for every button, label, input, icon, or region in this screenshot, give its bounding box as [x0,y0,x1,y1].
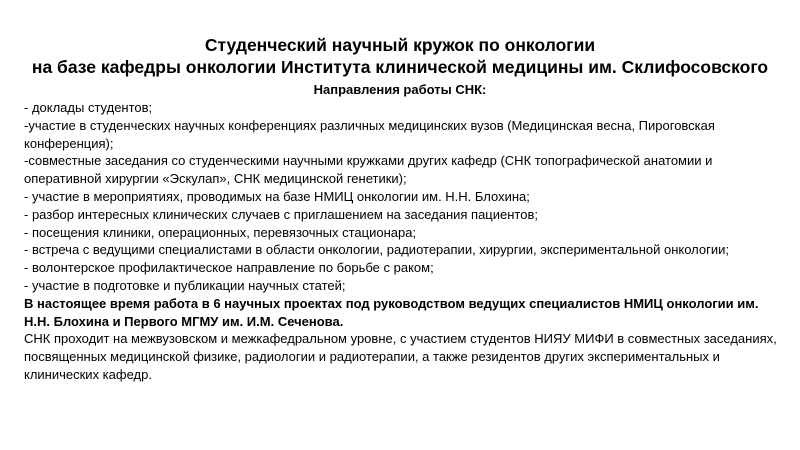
list-item: - участие в подготовке и публикации научных статей; [24,277,346,293]
closing-paragraph: СНК проходит на межвузовском и межкафедральном уровне, с участием студентов НИЯУ МИФИ в совместных заседаниях, посвященных медицинской физике, радиологии и радиотерапии, а также резидентов других экспериментальных и клинических кафедр. [24,331,777,382]
body-text [24,99,780,384]
list-item: - волонтерское профилактическое направление по борьбе с раком; [24,260,434,276]
section-heading: Направления работы СНК: [313,82,487,97]
list-item: -участие в студенческих научных конференциях различных медицинских вузов (Медицинская весна, Пироговская конференция); [24,117,715,151]
list-item: - посещения клиники, операционных, перевязочных стационара; [24,224,417,240]
list-item: - разбор интересных клинических случаев с приглашением на заседания пациентов; [24,206,538,222]
list-item: -совместные заседания со студенческими научными кружками других кафедр (СНК топографической анатомии и оперативной хирургии «Эскулап», СНК медицинской генетики); [24,153,713,187]
page-title: Студенческий научный кружок по онкологии [204,35,596,55]
highlight-paragraph: В настоящее время работа в 6 научных проектах под руководством ведущих специалистов НМИЦ онкологии им. Н.Н. Блохина и Первого МГМУ им. И.М. Сеченова. [24,295,759,329]
list-item: - участие в мероприятиях, проводимых на базе НМИЦ онкологии им. Н.Н. Блохина; [24,188,530,204]
page-subtitle: на базе кафедры онкологии Института клинической медицины им. Склифосовского [31,57,769,77]
list-item: - доклады студентов; [24,100,153,115]
list-item: - встреча с ведущими специалистами в области онкологии, радиотерапии, хирургии, экспериментальной онкологии; [24,242,729,258]
